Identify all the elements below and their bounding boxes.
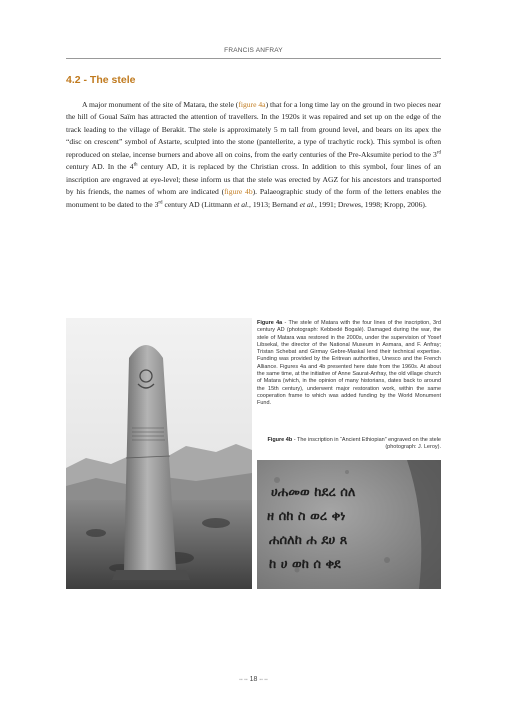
figure-4b-caption-text: - The inscription in “Ancient Ethiopian” engraved on the stele (photograph: J. Leroy). (292, 437, 441, 451)
figure-4b-link[interactable]: figure 4b (224, 187, 253, 197)
body-text-segment: ) that for a long time lay on the ground in two pieces near the hill of Goual Saïm has attracted the attention of travellers. In the 1920s it was repaired and set up on the edge of the track leading to the village of Berakit. The stele is approximately 5 m tall from ground level, and bears on its apex the “disc on crescent” symbol of Astarte, sculpted into the stone (pantellerite, a type of trachytic rock). This symbol is often reproduced on stelae, incense burners and above all on coins, from the early centuries of the Pre-Aksumite period to the 3 (66, 100, 441, 159)
page-number-value: 18 (249, 676, 258, 683)
figure-4b-label: Figure 4b (267, 437, 293, 443)
body-text-segment: A major monument of the site of Matara, the stele ( (82, 100, 239, 109)
figure-4b-caption (257, 437, 441, 452)
figure-4a-link[interactable]: figure 4a (238, 100, 266, 109)
header-rule (66, 58, 441, 59)
superscript: rd (436, 150, 441, 156)
superscript: th (133, 162, 138, 168)
running-head: FRANCIS ANFRAY (224, 47, 283, 54)
inscription-line: ሀሐመወ ከደረ ሰለ (271, 485, 356, 500)
body-text-segment: ). Palaeographic study of the form of the letters enables the monument to be dated to the 3 (66, 187, 441, 209)
figure-4a-caption (257, 320, 441, 408)
et-al: et al. (233, 199, 250, 209)
section-heading: 4.2 - The stele (66, 74, 136, 86)
body-text-segment: century AD, it is replaced by the Christian cross. In addition to this symbol, four lines of an inscription are engraved at eye-level; these inform us that the stele was erected by AGZ for his ancestors and transported by his friends, the names of whom are indicated ( (66, 162, 441, 197)
body-text-segment: century AD (Littmann (162, 199, 234, 209)
page-number (66, 676, 441, 683)
body-text-segment: , 1913; Bernand (249, 199, 300, 209)
folio-ornament: ▪▪ ▪▪ (239, 677, 248, 683)
inscription-line: ሐሰለከ ሐ ደሀ ጸ (269, 533, 348, 548)
body-text-segment: , 1991; Drewes, 1998; Kropp, 2006). (314, 199, 427, 209)
body-text-segment: century AD. In the 4 (66, 162, 134, 172)
et-al: et al. (299, 199, 315, 209)
inscription-line: ዘ ሰከ ስ ወረ ቀነ (267, 509, 346, 524)
superscript: rd (158, 200, 163, 206)
figure-4a-caption-text: - The stele of Matara with the four lines of the inscription, 3rd century AD (photograph: Kebbedé Bogalé). Damaged during the war, the stele of Matara was restored in the 2000s, under the supervision of Yosef Libsekal, the director of the National Museum in Asmara, and F. Anfray; Tristan Schebat and Girmay Gebre-Maskal lend their technical expertise. Funding was provided by the Eritrean authorities, Unesco and the French Alliance. Figures 4a and 4b presented here date from the 1960s. At about the same time, at the initiative of Anne Saurat-Anfray, the old village church of Matara (which, in the opinion of many historians, dates back to around the 15th century), underwent major restoration work, within the same cooperation frame to which was added funding by the World Monument Fund. (257, 320, 441, 407)
body-paragraph (66, 99, 441, 211)
stele-landscape-image (66, 318, 252, 589)
folio-ornament: ▪▪ ▪▪ (259, 677, 268, 683)
figure-4a-label: Figure 4a (257, 320, 283, 326)
figure-4b-photo (257, 460, 441, 589)
inscription-line: ከ ሀ ወከ ሰ ቀደ (269, 557, 341, 572)
inscription-image (257, 460, 441, 589)
figure-4a-photo (66, 318, 252, 589)
